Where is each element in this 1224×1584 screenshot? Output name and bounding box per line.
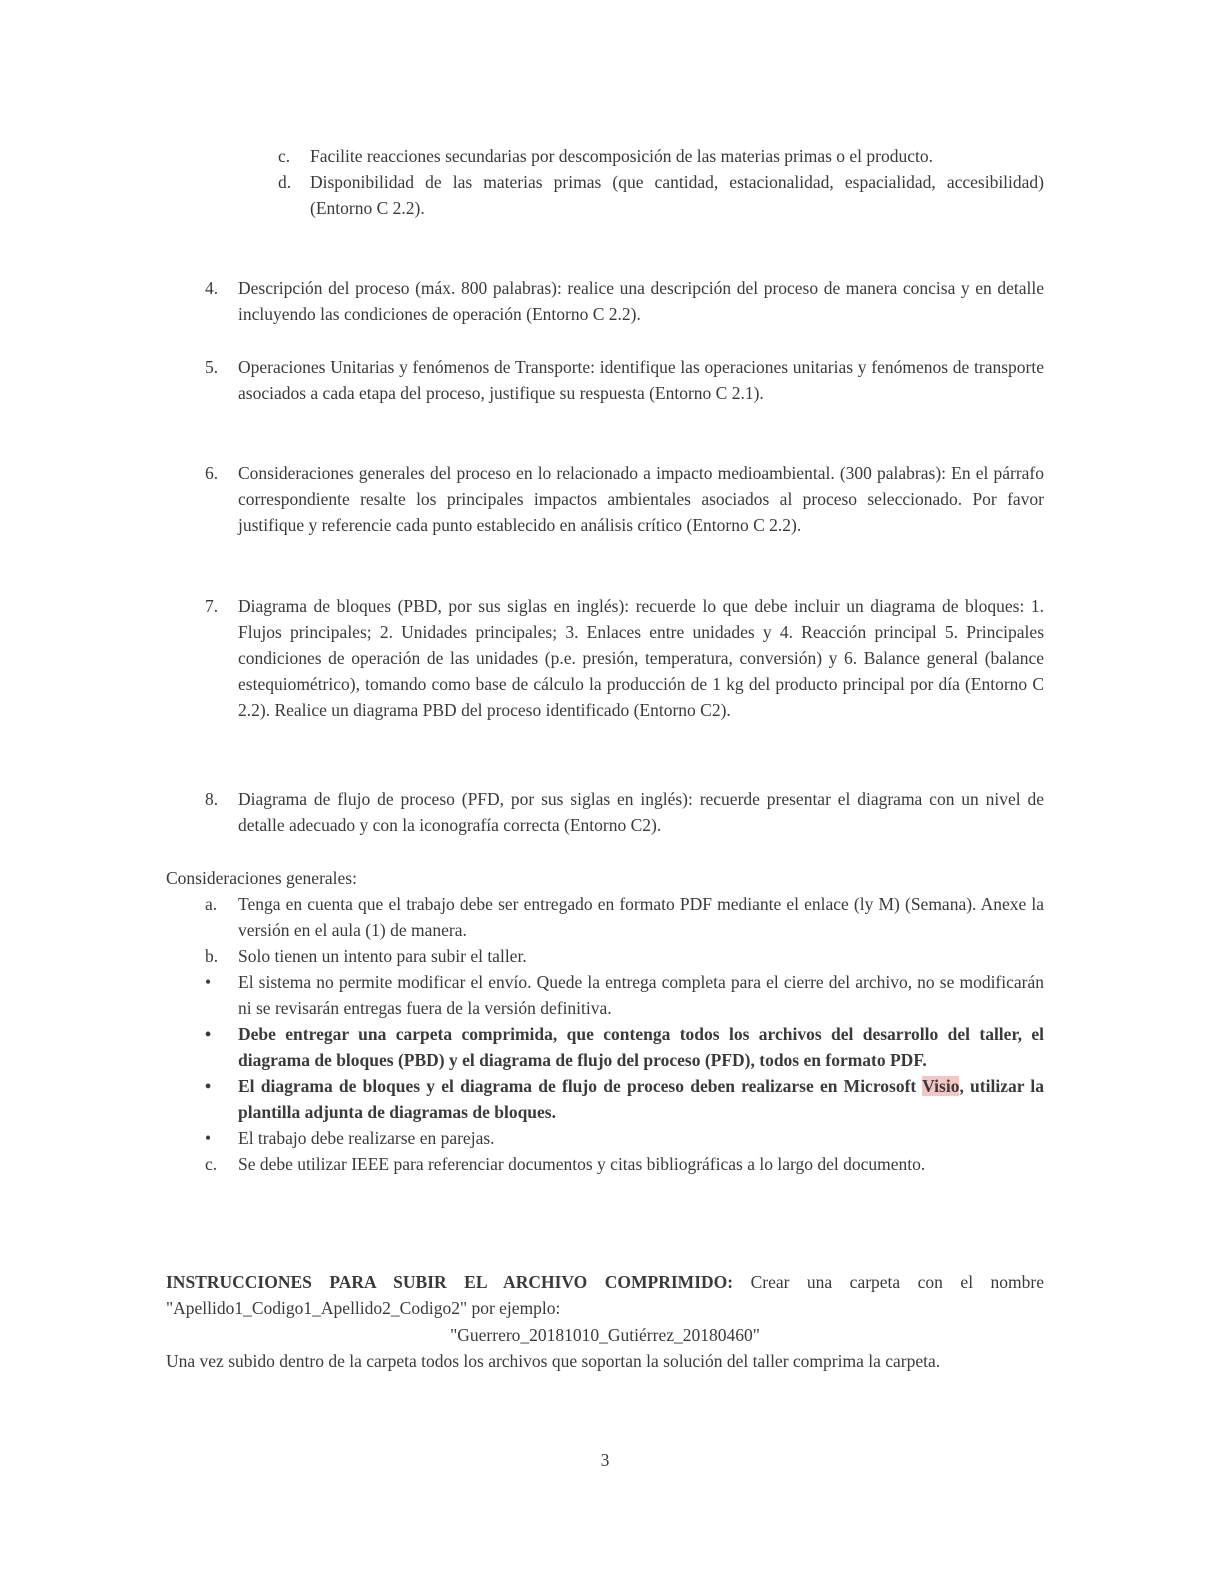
instructions-paragraph [166,1269,1044,1321]
highlighted-word: Visio [922,1076,960,1096]
list-item-text: Descripción del proceso (máx. 800 palabras): realice una descripción del proceso de manera concisa y en detalle incluyendo las condiciones de operación (Entorno C 2.2). [238,278,1044,324]
page-number: 3 [600,1450,610,1470]
list-marker: 4. [205,278,219,298]
list-item [278,143,1044,169]
list-marker: • [205,972,212,992]
list-item [278,169,1044,221]
list-marker: d. [278,172,292,192]
instructions-after: Una vez subido dentro de la carpeta todos los archivos que soportan la solución del taller comprima la carpeta. [166,1351,941,1371]
instructions-heading: INSTRUCCIONES PARA SUBIR EL ARCHIVO COMPRIMIDO: [166,1272,734,1292]
numbered-item-8 [205,786,1044,838]
list-item-text: El sistema no permite modificar el envío. Quede la entrega completa para el cierre del archivo, no se modificarán ni se revisarán entregas fuera de la versión definitiva. [238,972,1044,1018]
numbered-item-6 [205,460,1044,538]
folder-name-example: "Guerrero_20181010_Gutiérrez_20180460" [450,1325,760,1345]
list-item [205,943,1044,969]
list-item-text: Disponibilidad de las materias primas (que cantidad, estacionalidad, espacialidad, accesibilidad) (Entorno C 2.2). [310,172,1044,218]
list-marker: c. [205,1154,218,1174]
list-marker: 8. [205,789,219,809]
list-item [205,275,1044,327]
list-item-text: Operaciones Unitarias y fenómenos de Transporte: identifique las operaciones unitarias y fenómenos de transporte asociados a cada etapa del proceso, justifique su respuesta (Entorno C 2.1). [238,357,1044,403]
list-item-text: Debe entregar una carpeta comprimida, que contenga todos los archivos del desarrollo del taller, el diagrama de bloques (PBD) y el diagrama de flujo del proceso (PFD), todos en formato PDF. [238,1024,1044,1070]
list-item-text: El trabajo debe realizarse en parejas. [238,1128,495,1148]
list-item [205,1073,1044,1125]
list-item [205,460,1044,538]
list-item [205,1021,1044,1073]
numbered-item-7 [205,593,1044,723]
list-item-text: Diagrama de bloques (PBD, por sus siglas en inglés): recuerde lo que debe incluir un diagrama de bloques: 1. Flujos principales; 2. Unidades principales; 3. Enlaces entre unidades y 4. Reacción principal 5. Principales condiciones de operación de las unidades (p.e. presión, temperatura, conversión) y 6. Balance general (balance estequiométrico), tomando como base de cálculo la producción de 1 kg del producto principal por día (Entorno C 2.2). Realice un diagrama PBD del proceso identificado (Entorno C2). [238,596,1044,720]
sublist [278,143,1044,221]
general-considerations-heading: Consideraciones generales: [166,868,357,888]
list-item-text: Diagrama de flujo de proceso (PFD, por sus siglas en inglés): recuerde presentar el diagrama con un nivel de detalle adecuado y con la iconografía correcta (Entorno C2). [238,789,1044,835]
numbered-item-5 [205,354,1044,406]
general-considerations-list [205,891,1044,1177]
numbered-item-4 [205,275,1044,327]
list-item-text-tail: , utilizar la plantilla adjunta de diagramas de bloques. [238,1076,1045,1122]
list-item-text: El diagrama de bloques y el diagrama de flujo de proceso deben realizarse en Microsoft [238,1076,917,1096]
list-item [205,786,1044,838]
list-marker: b. [205,946,219,966]
list-marker: 7. [205,596,219,616]
list-item [205,969,1044,1021]
list-item-text: Consideraciones generales del proceso en lo relacionado a impacto medioambiental. (300 palabras): En el párrafo correspondiente resalte los principales impactos ambientales asociados al proceso seleccionado. Por favor justifique y referencie cada punto establecido en análisis crítico (Entorno C 2.2). [238,463,1044,535]
list-marker: a. [205,894,218,914]
list-marker: 5. [205,357,219,377]
list-marker: • [205,1024,212,1044]
list-marker: • [205,1128,212,1148]
list-marker: • [205,1076,212,1096]
list-item [205,891,1044,943]
list-item-text: Se debe utilizar IEEE para referenciar documentos y citas bibliográficas a lo largo del documento. [238,1154,926,1174]
list-item-text: Facilite reacciones secundarias por descomposición de las materias primas o el producto. [310,146,933,166]
list-item [205,1151,1044,1177]
list-item [205,1125,1044,1151]
list-item [205,354,1044,406]
list-item-text: Solo tienen un intento para subir el taller. [238,946,527,966]
list-item-text: Tenga en cuenta que el trabajo debe ser entregado en formato PDF mediante el enlace (ly M) (Semana). Anexe la versión en el aula (1) de manera. [238,894,1044,940]
list-item [205,593,1044,723]
instructions-text: Crear una carpeta con el nombre "Apellido1_Codigo1_Apellido2_Codigo2" por ejemplo: [166,1272,1044,1318]
list-marker: 6. [205,463,219,483]
list-marker: c. [278,146,291,166]
